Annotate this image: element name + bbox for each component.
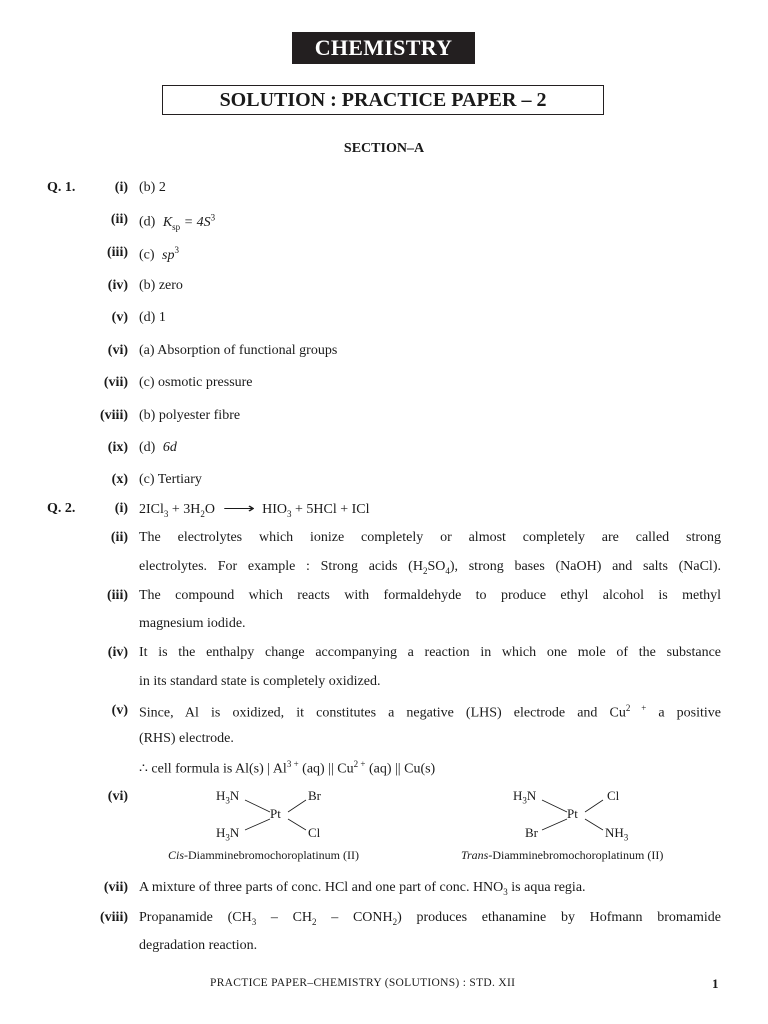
q2-vii-answer (139, 880, 586, 897)
eq-part: 2ICl (139, 502, 164, 517)
q2-vi-roman: (vi) (107, 789, 128, 804)
q2-v-line2: (RHS) electrode. (139, 731, 234, 746)
text-part: ) produces ethanamine by Hofmann bromamide (397, 910, 721, 925)
text-sub: 2 (422, 565, 428, 576)
q2-vii-roman: (vii) (103, 880, 128, 895)
trans-br: Br (525, 825, 538, 840)
text-part: a positive (646, 705, 722, 721)
text-part: electrolytes. For example : Strong acids (H (139, 559, 423, 574)
text-part: (aq) || Cu (298, 761, 354, 777)
section-heading: SECTION–A (343, 141, 425, 156)
cis-pt: Pt (270, 806, 281, 821)
q2-iii-roman: (iii) (107, 588, 128, 603)
paper-title: SOLUTION : PRACTICE PAPER – 2 (162, 85, 604, 115)
text-sub: 2 (392, 916, 398, 927)
q1-iv-answer: (b) zero (139, 278, 183, 293)
trans-pt: Pt (567, 806, 578, 821)
text-part: ), strong bases (NaOH) and salts (NaCl). (449, 559, 721, 574)
text-part: – CH (256, 910, 313, 925)
text-part: A mixture of three parts of conc. HCl and one part of conc. HNO (139, 880, 504, 895)
cis-br: Br (308, 788, 321, 803)
page-footer: PRACTICE PAPER–CHEMISTRY (SOLUTIONS) : STD. XII (210, 977, 516, 989)
text-part: – CONH (316, 910, 393, 925)
q2-iv-roman: (iv) (107, 645, 128, 660)
text-part: is aqua regia. (507, 880, 586, 895)
q2-i-roman: (i) (114, 501, 128, 516)
q1-i-answer: (b) 2 (139, 180, 166, 195)
q2-iii-line2: magnesium iodide. (139, 616, 246, 631)
q1-ix-roman: (ix) (107, 440, 128, 455)
eq-sub: 3 (287, 508, 292, 519)
q2-v-roman: (v) (111, 703, 128, 718)
q1-x-answer: (c) Tertiary (139, 472, 202, 487)
q1-vi-answer: (a) Absorption of functional groups (139, 343, 338, 358)
q1-ix-option: (d) (139, 440, 156, 455)
orbital-6d: 6d (162, 440, 177, 455)
trans-nh3: $NH_3$ (605, 825, 629, 843)
q1-v-answer: (d) 1 (139, 310, 166, 325)
text-part: Since, Al is oxidized, it constitutes a negative (LHS) electrode and Cu (139, 705, 626, 721)
q2-iv-line2: in its standard state is completely oxidized. (139, 674, 381, 689)
ksp-rhs: = 4S (180, 214, 211, 230)
eq-sub: 3 (163, 508, 169, 519)
q1-viii-roman: (viii) (100, 408, 128, 423)
cis-caption: Cis-Diamminebromochoroplatinum (II) (168, 848, 359, 862)
q1-ii-roman: (ii) (110, 212, 128, 227)
q1-vii-roman: (vii) (103, 375, 128, 390)
q1-vi-roman: (vi) (107, 343, 128, 358)
text-sub: 3 (503, 886, 508, 897)
cis-h3n-bottom: $H_3N$ (216, 825, 240, 843)
sp3-text: sp (162, 247, 175, 263)
trans-caption: Trans-Diamminebromochoroplatinum (II) (461, 848, 664, 862)
eq-part: + 5HCl + ICl (291, 502, 370, 517)
q1-v-roman: (v) (111, 310, 128, 325)
q1-i-roman: (i) (114, 180, 128, 195)
trans-cl: Cl (607, 788, 620, 803)
q2-i-equation (139, 501, 370, 519)
cis-structure (200, 786, 360, 846)
q2-v-line1 (139, 703, 721, 722)
text-sup: 2 + (353, 759, 366, 769)
eq-part: O (204, 502, 219, 517)
ksp-symbol: K (162, 214, 173, 230)
question-1-label: Q. 1. (47, 180, 76, 195)
question-2-label: Q. 2. (47, 501, 76, 516)
q1-vii-answer: (c) osmotic pressure (139, 375, 253, 390)
q2-viii-roman: (viii) (100, 910, 128, 925)
q2-viii-line2: degradation reaction. (139, 938, 258, 953)
text-sup: 2 + (625, 703, 647, 713)
q2-iv-line1: It is the enthalpy change accompanying a reaction in which one mole of the substance (139, 645, 721, 660)
text-sub: 3 (251, 916, 257, 927)
trans-structure (497, 786, 657, 846)
trans-h3n: $H_3N$ (513, 788, 537, 806)
cis-h3n-top: $H_3N$ (216, 788, 240, 806)
cis-cl: Cl (308, 825, 321, 840)
q2-ii-roman: (ii) (110, 530, 128, 545)
q2-ii-line1: The electrolytes which ionize completely or almost completely are called strong (139, 530, 721, 545)
text-part: Propanamide (CH (139, 910, 252, 925)
sp3-exp: 3 (174, 245, 179, 255)
text-sub: 2 (312, 916, 317, 927)
q2-viii-line1 (139, 910, 721, 927)
q1-iii-roman: (iii) (107, 245, 128, 260)
eq-sub: 2 (200, 508, 205, 519)
q1-iv-roman: (iv) (107, 278, 128, 293)
q1-iii-option: (c) (139, 247, 155, 263)
text-sup: 3 + (286, 759, 299, 769)
q1-ii-answer (139, 212, 215, 231)
q2-ii-line2 (139, 559, 721, 576)
q1-ii-option: (d) (139, 214, 156, 230)
text-part: SO (427, 559, 446, 574)
eq-part: + 3H (168, 502, 201, 517)
therefore-symbol: ∴ (139, 761, 148, 777)
text-part: (aq) || Cu(s) (365, 761, 436, 777)
ksp-exp: 3 (210, 212, 216, 222)
page-number: 1 (712, 976, 719, 991)
ksp-sub: sp (172, 221, 181, 232)
q1-iii-answer (139, 245, 179, 264)
q1-ix-answer (139, 440, 177, 456)
reaction-arrow: ⟶ (222, 502, 255, 517)
q2-iii-line1: The compound which reacts with formaldehyde to produce ethyl alcohol is methyl (139, 588, 721, 603)
eq-part: HIO (258, 502, 287, 517)
q1-x-roman: (x) (111, 472, 128, 487)
q2-v-cell-formula (139, 759, 435, 778)
q1-viii-answer: (b) polyester fibre (139, 408, 241, 423)
text-sub: 4 (445, 565, 450, 576)
subject-banner: CHEMISTRY (292, 32, 475, 64)
text-part: cell formula is Al(s) | Al (147, 761, 287, 777)
